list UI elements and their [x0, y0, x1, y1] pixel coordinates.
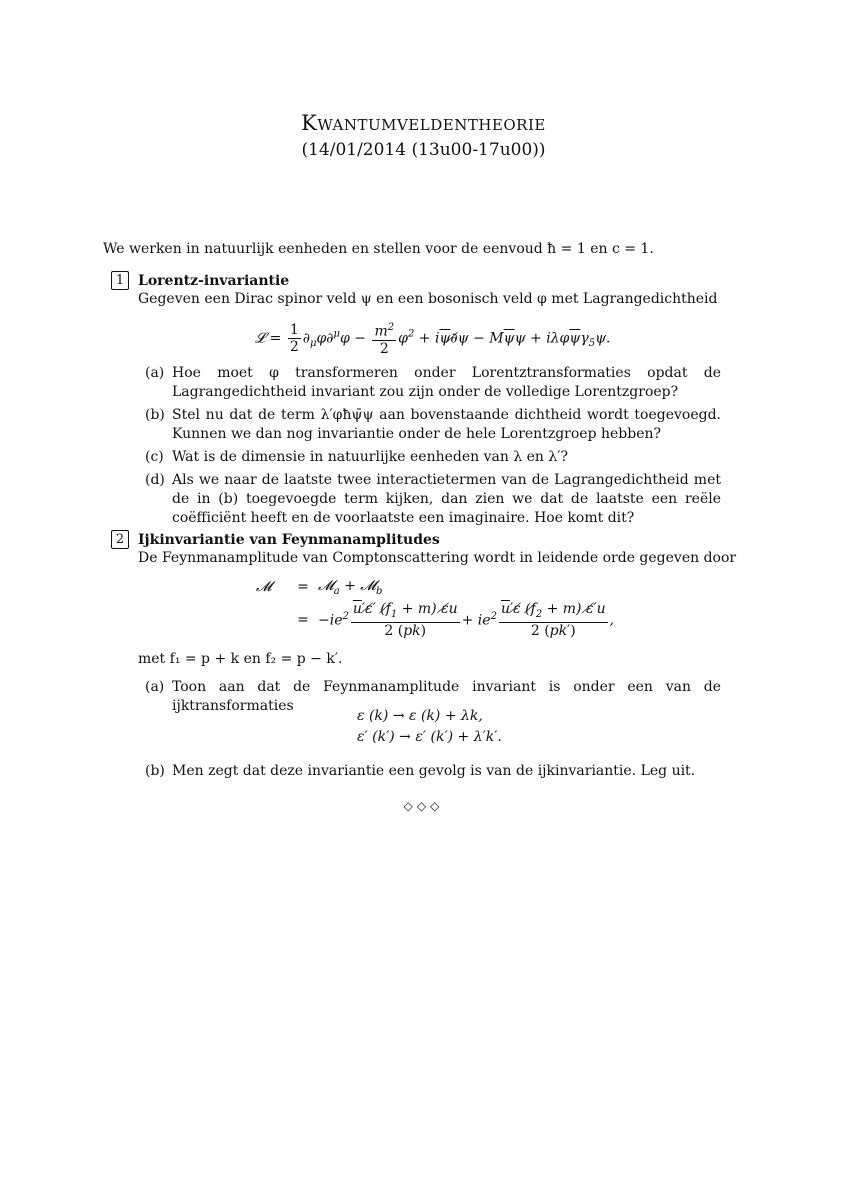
question-1-header: [111, 271, 289, 290]
question-1-items: [145, 364, 721, 532]
intro-text: We werken in natuurlijk eenheden en stellen voor de eenvoud ħ = 1 en c = 1.: [103, 241, 654, 257]
gauge-transformation-2: ε′ (k′) → ε′ (k′) + λ′k′.: [357, 729, 502, 745]
question-number: 2: [111, 530, 129, 549]
title-block: [0, 110, 847, 162]
question-2-text: De Feynmanamplitude van Comptonscattering wordt in leidende orde gegeven door: [138, 550, 737, 566]
list-item: (c) Wat is de dimensie in natuurlijke eenheden van λ en λ′?: [145, 449, 568, 465]
question-number: 1: [111, 271, 129, 290]
end-mark: ◇◇◇: [403, 799, 444, 813]
list-item: (b) Stel nu dat de term λ′φħψ̄ψ aan bovenstaande dichtheid wordt toegevoegd. Kunnen we dan nog invariantie onder de hele Lorentzgroep hebben?: [145, 407, 721, 442]
question-1-text: Gegeven een Dirac spinor veld ψ en een bosonisch veld φ met Lagrangedichtheid: [138, 291, 718, 307]
question-title: Lorentz-invariantie: [138, 272, 290, 289]
list-item: (a) Hoe moet φ transformeren onder Lorentztransformaties opdat de Lagrangedichtheid invariant zou zijn onder de volledige Lorentzgroep?: [145, 365, 721, 400]
question-2-item-b: [145, 762, 721, 785]
list-item: (b) Men zegt dat deze invariantie een gevolg is van de ijkinvariantie. Leg uit.: [145, 763, 696, 779]
list-item: (a) Toon aan dat de Feynmanamplitude invariant is onder een van de ijktransformaties: [145, 679, 721, 714]
question-title: Ijkinvariantie van Feynmanamplitudes: [138, 531, 440, 548]
page-title: Kwantumveldentheorie: [301, 111, 546, 135]
lagrangian-equation: 𝓛 = $\frac{1}{2}$ $\partial_\mu\varphi\partial^\mu\varphi$ − $\frac{m^2}{2}$ $\varphi^2$ + $i\overline{\psi}\partial̸\psi - M\overline{\psi}\psi + i\lambda\varphi\overline{\psi}\gamma_5\psi$.: [255, 321, 611, 357]
question-2-header: [111, 530, 440, 549]
gauge-transformation-1: ε (k) → ε (k) + λk,: [357, 708, 483, 724]
momentum-definition: met f₁ = p + k en f₂ = p − k′.: [138, 651, 343, 667]
feynman-amplitude-equation: 𝓜 = 𝓜$_a$ + 𝓜$_b$ = $-ie^2$ $\frac{\overline{u}'\varepsilon̸' (f̸_1 + m) \varepsilon̸u}{2 (pk)}$ + $ie^2$ $\frac{\overline{u}'\varepsilon̸ (f̸_2 + m) \varepsilon̸'u}{2 (pk')}$ ,: [256, 577, 615, 640]
page-subtitle: (14/01/2014 (13u00-17u00)): [301, 140, 546, 160]
list-item: (d) Als we naar de laatste twee interactietermen van de Lagrangedichtheid met de in (b) toegevoegde term kijken, dan zien we dat de laatste een reële coëfficiënt heeft en de voorlaatste een imaginaire. Hoe komt dit?: [145, 472, 721, 526]
